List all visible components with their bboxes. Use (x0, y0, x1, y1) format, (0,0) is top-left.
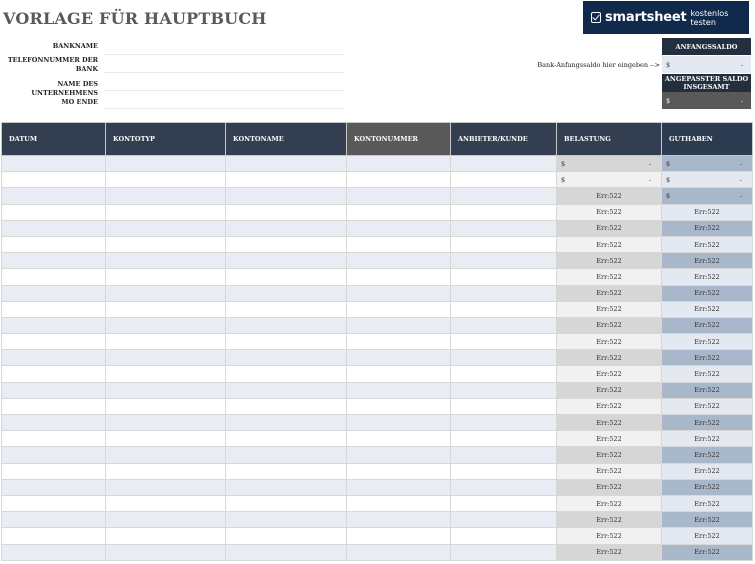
account-type-cell[interactable] (106, 528, 226, 544)
account-name-cell[interactable] (226, 479, 347, 495)
column-header-vendor-customer: ANBIETER/KUNDE (451, 123, 557, 156)
table-row (2, 269, 753, 285)
credit-value: - (739, 191, 742, 200)
account-name-cell[interactable] (226, 334, 347, 350)
account-type-cell[interactable] (106, 220, 226, 236)
account-number-cell[interactable] (347, 317, 451, 333)
account-number-cell[interactable] (347, 366, 451, 382)
smartsheet-trial-banner[interactable] (583, 1, 749, 34)
account-number-cell[interactable] (347, 253, 451, 269)
account-type-cell[interactable] (106, 463, 226, 479)
account-type-cell[interactable] (106, 512, 226, 528)
table-row (2, 204, 753, 220)
account-name-cell[interactable] (226, 366, 347, 382)
account-type-cell[interactable] (106, 317, 226, 333)
debit-cell[interactable] (557, 156, 662, 172)
account-number-cell[interactable] (347, 382, 451, 398)
currency-symbol: $ (561, 175, 566, 184)
table-row (2, 495, 753, 511)
account-name-cell[interactable] (226, 398, 347, 414)
debit-cell[interactable]: Err:522 (557, 366, 662, 382)
date-cell[interactable] (2, 528, 106, 544)
debit-value: - (648, 159, 651, 168)
vendor-customer-cell[interactable] (451, 236, 557, 252)
table-row (2, 366, 753, 382)
debit-cell[interactable]: Err:522 (557, 415, 662, 431)
table-row (2, 382, 753, 398)
account-number-cell[interactable] (347, 188, 451, 204)
credit-cell[interactable]: Err:522 (662, 220, 753, 236)
column-header-account-type: KONTOTYP (106, 123, 226, 156)
credit-value: - (739, 175, 742, 184)
account-type-cell[interactable] (106, 236, 226, 252)
account-type-cell[interactable] (106, 350, 226, 366)
account-name-cell[interactable] (226, 236, 347, 252)
vendor-customer-cell[interactable] (451, 350, 557, 366)
debit-cell[interactable]: Err:522 (557, 544, 662, 560)
date-cell[interactable] (2, 301, 106, 317)
account-number-cell[interactable] (347, 285, 451, 301)
table-row (2, 220, 753, 236)
account-type-cell[interactable] (106, 253, 226, 269)
opening-balance-input[interactable] (662, 56, 751, 73)
account-type-cell[interactable] (106, 366, 226, 382)
vendor-customer-cell[interactable] (451, 301, 557, 317)
date-cell[interactable] (2, 366, 106, 382)
table-row (2, 463, 753, 479)
vendor-customer-cell[interactable] (451, 317, 557, 333)
credit-cell[interactable]: Err:522 (662, 350, 753, 366)
date-cell[interactable] (2, 204, 106, 220)
vendor-customer-cell[interactable] (451, 156, 557, 172)
vendor-customer-cell[interactable] (451, 447, 557, 463)
account-number-cell[interactable] (347, 479, 451, 495)
adjusted-balance-cell (662, 92, 751, 109)
info-label-month-end: MO ENDE (61, 98, 98, 106)
table-row (2, 156, 753, 172)
column-header-account-name: KONTONAME (226, 123, 347, 156)
account-type-cell[interactable] (106, 415, 226, 431)
account-name-cell[interactable] (226, 512, 347, 528)
debit-cell[interactable]: Err:522 (557, 447, 662, 463)
credit-cell[interactable]: Err:522 (662, 285, 753, 301)
debit-cell[interactable]: Err:522 (557, 350, 662, 366)
currency-symbol: $ (666, 159, 671, 168)
table-row (2, 317, 753, 333)
table-row (2, 350, 753, 366)
brand-cta: kostenlos testen (690, 8, 729, 27)
account-name-cell[interactable] (226, 301, 347, 317)
account-number-cell[interactable] (347, 204, 451, 220)
column-header-account-number: KONTONUMMER (347, 123, 451, 156)
vendor-customer-cell[interactable] (451, 512, 557, 528)
date-cell[interactable] (2, 431, 106, 447)
opening-balance-hint: Bank-Anfangssaldo hier eingeben --> (537, 61, 660, 69)
company-name-field[interactable] (104, 74, 344, 91)
table-row (2, 447, 753, 463)
credit-cell[interactable]: Err:522 (662, 495, 753, 511)
ledger-body (2, 156, 753, 561)
debit-cell[interactable]: Err:522 (557, 285, 662, 301)
vendor-customer-cell[interactable] (451, 220, 557, 236)
column-header-date: DATUM (2, 123, 106, 156)
credit-cell[interactable]: Err:522 (662, 317, 753, 333)
account-number-cell[interactable] (347, 301, 451, 317)
account-name-cell[interactable] (226, 188, 347, 204)
debit-cell[interactable]: Err:522 (557, 301, 662, 317)
table-row (2, 253, 753, 269)
debit-cell[interactable]: Err:522 (557, 463, 662, 479)
table-row (2, 431, 753, 447)
credit-cell[interactable]: Err:522 (662, 366, 753, 382)
date-cell[interactable] (2, 463, 106, 479)
debit-cell[interactable]: Err:522 (557, 512, 662, 528)
debit-cell[interactable]: Err:522 (557, 253, 662, 269)
debit-cell[interactable]: Err:522 (557, 188, 662, 204)
account-type-cell[interactable] (106, 479, 226, 495)
account-number-cell[interactable] (347, 415, 451, 431)
bank-phone-field[interactable] (104, 56, 344, 73)
table-row (2, 398, 753, 414)
account-number-cell[interactable] (347, 334, 451, 350)
account-type-cell[interactable] (106, 447, 226, 463)
credit-cell[interactable] (662, 156, 753, 172)
debit-cell[interactable]: Err:522 (557, 382, 662, 398)
account-type-cell[interactable] (106, 382, 226, 398)
credit-cell[interactable] (662, 188, 753, 204)
account-number-cell[interactable] (347, 236, 451, 252)
debit-cell[interactable]: Err:522 (557, 204, 662, 220)
vendor-customer-cell[interactable] (451, 495, 557, 511)
account-name-cell[interactable] (226, 415, 347, 431)
account-name-cell[interactable] (226, 285, 347, 301)
date-cell[interactable] (2, 447, 106, 463)
date-cell[interactable] (2, 285, 106, 301)
account-number-cell[interactable] (347, 172, 451, 188)
account-type-cell[interactable] (106, 156, 226, 172)
date-cell[interactable] (2, 544, 106, 560)
account-type-cell[interactable] (106, 398, 226, 414)
date-cell[interactable] (2, 156, 106, 172)
account-number-cell[interactable] (347, 398, 451, 414)
account-name-cell[interactable] (226, 204, 347, 220)
vendor-customer-cell[interactable] (451, 398, 557, 414)
vendor-customer-cell[interactable] (451, 285, 557, 301)
opening-balance-value: - (740, 60, 743, 69)
table-row (2, 528, 753, 544)
account-name-cell[interactable] (226, 350, 347, 366)
vendor-customer-cell[interactable] (451, 253, 557, 269)
credit-cell[interactable]: Err:522 (662, 528, 753, 544)
credit-cell[interactable]: Err:522 (662, 236, 753, 252)
account-name-cell[interactable] (226, 269, 347, 285)
table-row (2, 301, 753, 317)
currency-symbol: $ (666, 175, 671, 184)
info-label-bankname: BANKNAME (52, 42, 98, 50)
table-row (2, 479, 753, 495)
account-number-cell[interactable] (347, 512, 451, 528)
debit-cell[interactable]: Err:522 (557, 528, 662, 544)
table-row (2, 236, 753, 252)
credit-value: - (739, 159, 742, 168)
debit-cell[interactable]: Err:522 (557, 236, 662, 252)
credit-cell[interactable]: Err:522 (662, 479, 753, 495)
date-cell[interactable] (2, 220, 106, 236)
opening-balance-header: ANFANGSSALDO (662, 38, 751, 55)
column-header-debit: BELASTUNG (557, 123, 662, 156)
vendor-customer-cell[interactable] (451, 431, 557, 447)
debit-cell[interactable]: Err:522 (557, 495, 662, 511)
debit-cell[interactable]: Err:522 (557, 269, 662, 285)
date-cell[interactable] (2, 269, 106, 285)
date-cell[interactable] (2, 415, 106, 431)
table-row (2, 512, 753, 528)
ledger-table (1, 122, 753, 561)
account-name-cell[interactable] (226, 447, 347, 463)
account-type-cell[interactable] (106, 172, 226, 188)
debit-cell[interactable]: Err:522 (557, 398, 662, 414)
debit-cell[interactable]: Err:522 (557, 220, 662, 236)
date-cell[interactable] (2, 188, 106, 204)
account-name-cell[interactable] (226, 544, 347, 560)
account-type-cell[interactable] (106, 334, 226, 350)
adjusted-balance-value: - (740, 96, 743, 105)
brand-name: smartsheet (605, 10, 687, 25)
account-number-cell[interactable] (347, 528, 451, 544)
debit-cell[interactable]: Err:522 (557, 334, 662, 350)
bankname-field[interactable] (104, 38, 344, 55)
date-cell[interactable] (2, 479, 106, 495)
currency-symbol: $ (666, 96, 671, 105)
vendor-customer-cell[interactable] (451, 382, 557, 398)
account-type-cell[interactable] (106, 301, 226, 317)
credit-cell[interactable]: Err:522 (662, 204, 753, 220)
account-name-cell[interactable] (226, 220, 347, 236)
vendor-customer-cell[interactable] (451, 479, 557, 495)
vendor-customer-cell[interactable] (451, 528, 557, 544)
credit-cell[interactable]: Err:522 (662, 431, 753, 447)
vendor-customer-cell[interactable] (451, 463, 557, 479)
account-number-cell[interactable] (347, 544, 451, 560)
vendor-customer-cell[interactable] (451, 188, 557, 204)
account-type-cell[interactable] (106, 204, 226, 220)
account-name-cell[interactable] (226, 495, 347, 511)
ledger-header-row (2, 123, 753, 156)
account-type-cell[interactable] (106, 269, 226, 285)
currency-symbol: $ (666, 60, 671, 69)
page-title: VORLAGE FÜR HAUPTBUCH (3, 9, 267, 28)
debit-cell[interactable]: Err:522 (557, 317, 662, 333)
account-number-cell[interactable] (347, 431, 451, 447)
vendor-customer-cell[interactable] (451, 172, 557, 188)
credit-cell[interactable]: Err:522 (662, 382, 753, 398)
date-cell[interactable] (2, 382, 106, 398)
table-row (2, 172, 753, 188)
account-name-cell[interactable] (226, 528, 347, 544)
credit-cell[interactable]: Err:522 (662, 334, 753, 350)
vendor-customer-cell[interactable] (451, 366, 557, 382)
date-cell[interactable] (2, 350, 106, 366)
date-cell[interactable] (2, 334, 106, 350)
account-type-cell[interactable] (106, 431, 226, 447)
info-label-bank-phone: TELEFONNUMMER DER BANK (7, 56, 98, 73)
debit-value: - (648, 175, 651, 184)
credit-cell[interactable]: Err:522 (662, 447, 753, 463)
adjusted-balance-header: ANGEPASSTER SALDO INSGESAMT (662, 74, 751, 92)
column-header-credit: GUTHABEN (662, 123, 753, 156)
date-cell[interactable] (2, 512, 106, 528)
account-number-cell[interactable] (347, 220, 451, 236)
currency-symbol: $ (666, 191, 671, 200)
table-row (2, 544, 753, 560)
credit-cell[interactable]: Err:522 (662, 415, 753, 431)
credit-cell[interactable]: Err:522 (662, 512, 753, 528)
account-number-cell[interactable] (347, 156, 451, 172)
vendor-customer-cell[interactable] (451, 415, 557, 431)
credit-cell[interactable]: Err:522 (662, 269, 753, 285)
table-row (2, 415, 753, 431)
credit-cell[interactable]: Err:522 (662, 544, 753, 560)
currency-symbol: $ (561, 159, 566, 168)
date-cell[interactable] (2, 495, 106, 511)
account-name-cell[interactable] (226, 172, 347, 188)
date-cell[interactable] (2, 236, 106, 252)
credit-cell[interactable]: Err:522 (662, 301, 753, 317)
table-row (2, 188, 753, 204)
account-name-cell[interactable] (226, 431, 347, 447)
account-number-cell[interactable] (347, 269, 451, 285)
credit-cell[interactable]: Err:522 (662, 463, 753, 479)
account-number-cell[interactable] (347, 495, 451, 511)
account-number-cell[interactable] (347, 463, 451, 479)
vendor-customer-cell[interactable] (451, 544, 557, 560)
debit-cell[interactable]: Err:522 (557, 479, 662, 495)
table-row (2, 285, 753, 301)
account-name-cell[interactable] (226, 317, 347, 333)
info-label-company-name: NAME DES UNTERNEHMENS (31, 80, 98, 97)
vendor-customer-cell[interactable] (451, 269, 557, 285)
debit-cell[interactable] (557, 172, 662, 188)
account-number-cell[interactable] (347, 447, 451, 463)
debit-cell[interactable]: Err:522 (557, 431, 662, 447)
account-name-cell[interactable] (226, 463, 347, 479)
account-number-cell[interactable] (347, 350, 451, 366)
date-cell[interactable] (2, 253, 106, 269)
credit-cell[interactable]: Err:522 (662, 253, 753, 269)
date-cell[interactable] (2, 317, 106, 333)
month-end-field[interactable] (104, 92, 344, 109)
account-type-cell[interactable] (106, 544, 226, 560)
vendor-customer-cell[interactable] (451, 204, 557, 220)
account-name-cell[interactable] (226, 382, 347, 398)
account-type-cell[interactable] (106, 285, 226, 301)
vendor-customer-cell[interactable] (451, 334, 557, 350)
credit-cell[interactable] (662, 172, 753, 188)
table-row (2, 334, 753, 350)
credit-cell[interactable]: Err:522 (662, 398, 753, 414)
account-name-cell[interactable] (226, 156, 347, 172)
date-cell[interactable] (2, 172, 106, 188)
account-type-cell[interactable] (106, 188, 226, 204)
checkmark-logo-icon (591, 12, 601, 23)
date-cell[interactable] (2, 398, 106, 414)
account-name-cell[interactable] (226, 253, 347, 269)
account-type-cell[interactable] (106, 495, 226, 511)
